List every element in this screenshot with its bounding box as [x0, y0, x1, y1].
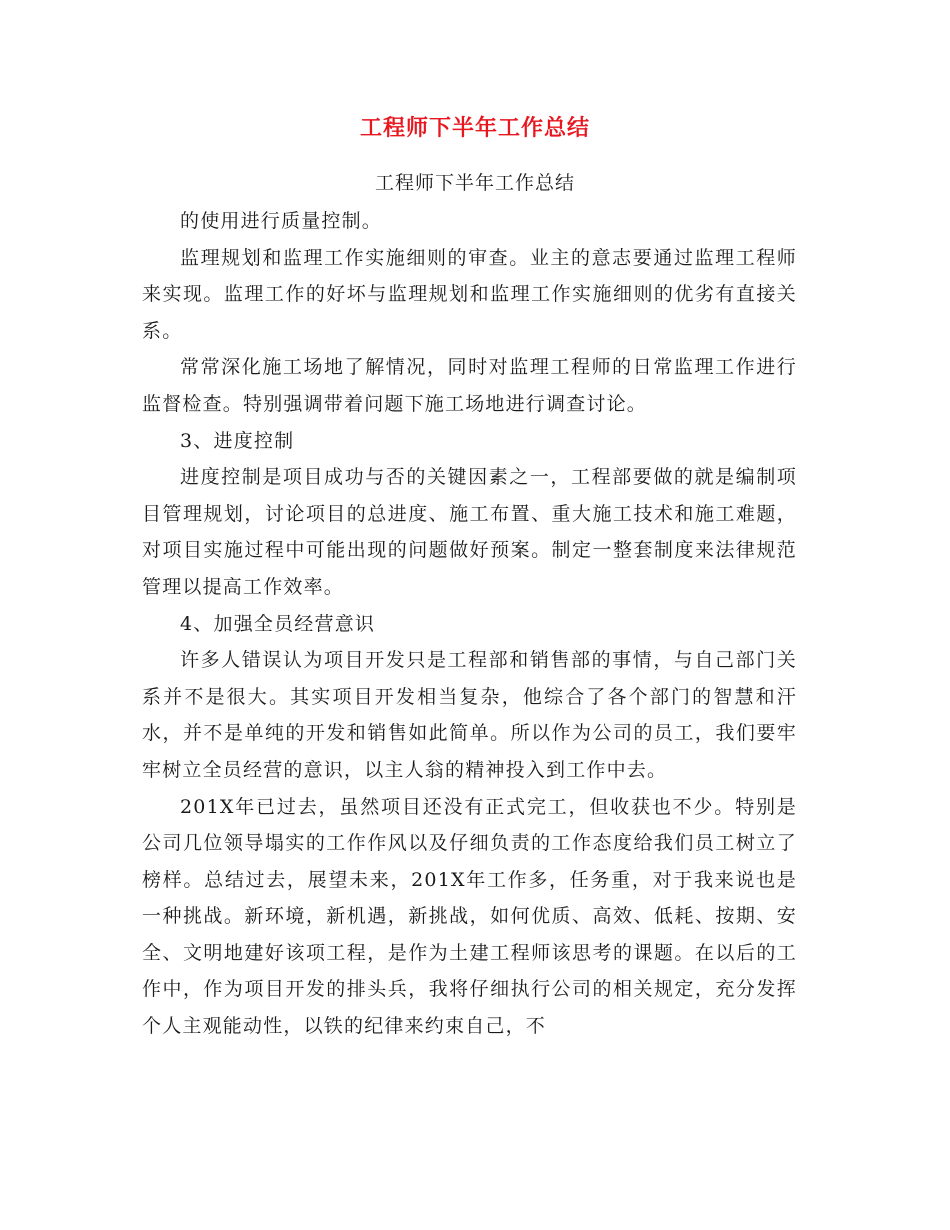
- paragraph: 许多人错误认为项目开发只是工程部和销售部的事情，与自己部门关系并不是很大。其实项目开发相当复杂，他综合了各个部门的智慧和汗水，并不是单纯的开发和销售如此简单。所以作为公司的员工，我们要牢牢树立全员经营的意识，以主人翁的精神投入到工作中去。: [142, 649, 797, 781]
- paragraph: 201X年已过去，虽然项目还没有正式完工，但收获也不少。特别是公司几位领导塌实的工作作风以及仔细负责的工作态度给我们员工树立了榜样。总结过去，展望未来，201X年工作多，任务重，对于我来说也是一种挑战。新环境，新机遇，新挑战，如何优质、高效、低耗、按期、安全、文明地建好该项工程，是作为土建工程师该思考的课题。在以后的工作中，作为项目开发的排头兵，我将仔细执行公司的相关规定，充分发挥个人主观能动性，以铁的纪律来约束自己，不: [142, 795, 797, 1038]
- document-body: [142, 203, 797, 1045]
- section-heading: 3、进度控制: [180, 429, 295, 452]
- paragraph: 监理规划和监理工作实施细则的审查。业主的意志要通过监理工程师来实现。监理工作的好坏与监理规划和监理工作实施细则的优劣有直接关系。: [142, 246, 797, 342]
- document-subtitle: 工程师下半年工作总结: [374, 172, 575, 194]
- paragraph: 常常深化施工场地了解情况，同时对监理工程师的日常监理工作进行监督检查。特别强调带着问题下施工场地进行调查讨论。: [142, 356, 797, 415]
- document-title: 工程师下半年工作总结: [359, 116, 590, 141]
- paragraph: 的使用进行质量控制。: [180, 210, 383, 232]
- paragraph: 进度控制是项目成功与否的关键因素之一，工程部要做的就是编制项目管理规划，讨论项目的总进度、施工布置、重大施工技术和施工难题，对项目实施过程中可能出现的问题做好预案。制定一整套制度来法律规范管理以提高工作效率。: [142, 466, 797, 598]
- section-heading: 4、加强全员经营意识: [180, 612, 376, 635]
